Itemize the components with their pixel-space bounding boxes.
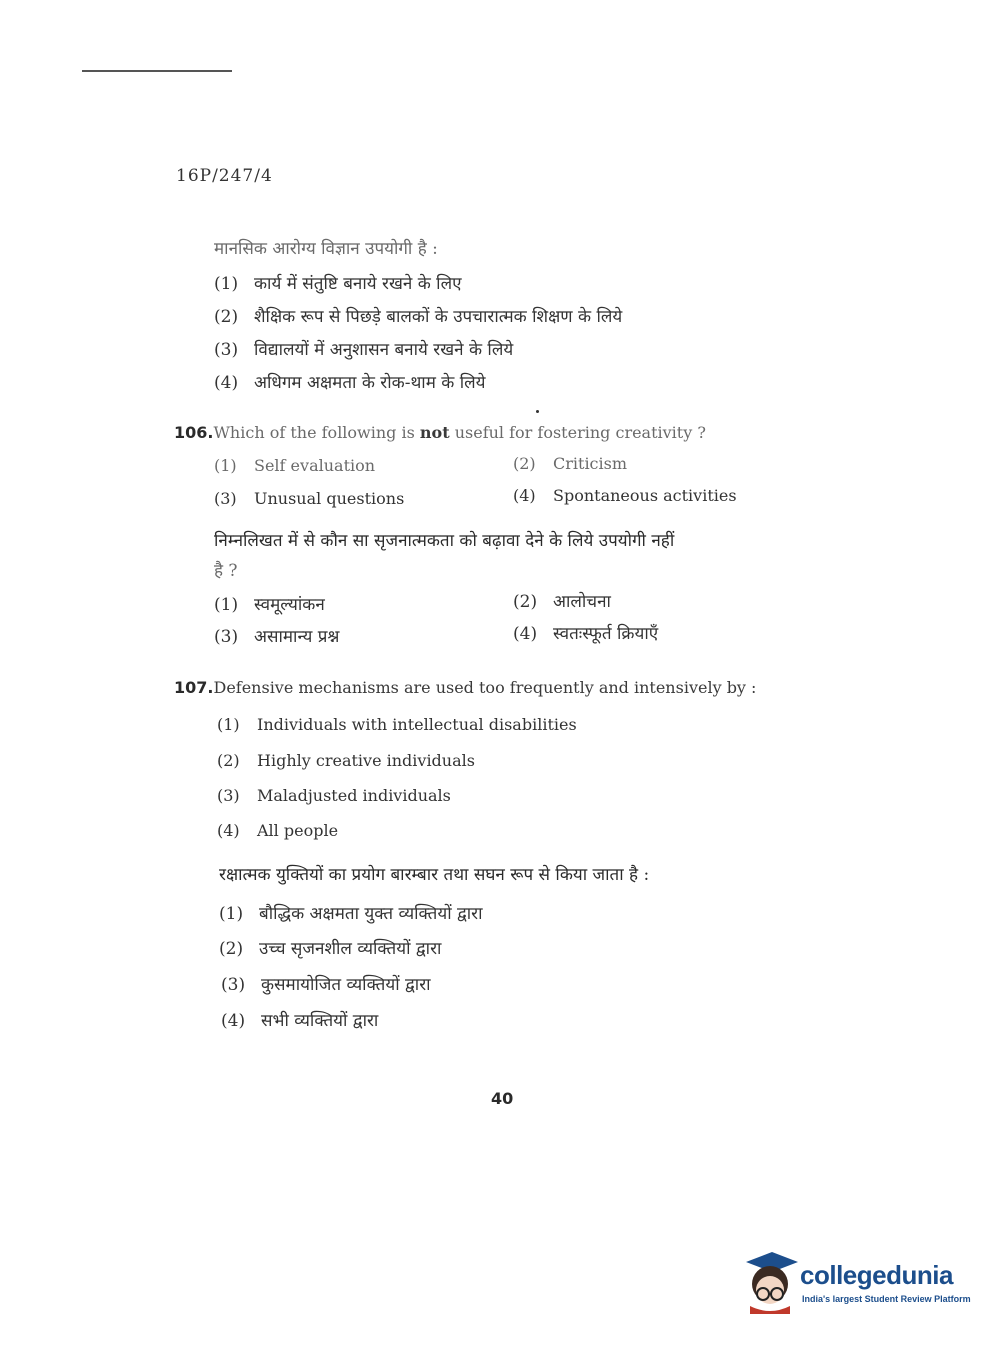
- top-rule: [82, 70, 232, 72]
- q106-option-2: (2) Criticism: [513, 454, 628, 473]
- q105-hindi-option-3: (3) विद्यालयों में अनुशासन बनाये रखने के लिये: [214, 340, 514, 360]
- mascot-icon: [742, 1250, 798, 1314]
- q105-hindi-option-1: (1) कार्य में संतुष्टि बनाये रखने के लिए: [214, 274, 462, 294]
- q107-number: 107.: [174, 678, 214, 697]
- q106-hindi-stem-line2: है ?: [214, 561, 238, 581]
- q105-hindi-option-4: (4) अधिगम अक्षमता के रोक-थाम के लिये: [214, 373, 486, 393]
- q106-hindi-option-3: (3) असामान्य प्रश्न: [214, 627, 340, 647]
- q106-option-3: (3) Unusual questions: [214, 489, 405, 508]
- q107-option-2: (2) Highly creative individuals: [217, 751, 475, 770]
- q106-number: 106.: [174, 423, 214, 442]
- q107-hindi-option-1: (1) बौद्धिक अक्षमता युक्त व्यक्तियों द्वारा: [219, 904, 483, 924]
- q107-hindi-option-2: (2) उच्च सृजनशील व्यक्तियों द्वारा: [219, 939, 442, 959]
- paper-code: 16P/247/4: [176, 166, 273, 186]
- q107-hindi-stem: रक्षात्मक युक्तियों का प्रयोग बारम्बार तथा सघन रूप से किया जाता है :: [219, 865, 650, 885]
- q106-hindi-stem-line1: निम्नलिखत में से कौन सा सृजनात्मकता को बढ़ावा देने के लिये उपयोगी नहीं: [214, 531, 675, 551]
- stray-dot: [536, 410, 539, 413]
- q106-option-4: (4) Spontaneous activities: [513, 486, 737, 505]
- q105-hindi-stem: मानसिक आरोग्य विज्ञान उपयोगी है :: [214, 239, 438, 259]
- collegedunia-logo: [742, 1250, 972, 1320]
- page-number: 40: [491, 1089, 514, 1108]
- q107-option-3: (3) Maladjusted individuals: [217, 786, 451, 805]
- q107-stem: 107.Defensive mechanisms are used too frequently and intensively by :: [174, 678, 757, 697]
- q106-option-1: (1) Self evaluation: [214, 456, 376, 475]
- q106-stem: 106.Which of the following is not useful for fostering creativity ?: [174, 423, 706, 442]
- q105-hindi-option-2: (2) शैक्षिक रूप से पिछड़े बालकों के उपचारात्मक शिक्षण के लिये: [214, 307, 623, 327]
- q106-not-emphasis: not: [419, 423, 450, 442]
- q106-hindi-option-1: (1) स्वमूल्यांकन: [214, 595, 325, 615]
- q107-hindi-option-4: (4) सभी व्यक्तियों द्वारा: [221, 1011, 379, 1031]
- q106-hindi-option-2: (2) आलोचना: [513, 592, 611, 612]
- q107-option-1: (1) Individuals with intellectual disabilities: [217, 715, 577, 734]
- logo-wordmark: collegedunia: [800, 1260, 953, 1290]
- q107-option-4: (4) All people: [217, 821, 339, 840]
- q107-hindi-option-3: (3) कुसमायोजित व्यक्तियों द्वारा: [221, 975, 431, 995]
- logo-tagline: India's largest Student Review Platform: [802, 1294, 971, 1304]
- q106-hindi-option-4: (4) स्वतःस्फूर्त क्रियाएँ: [513, 624, 659, 644]
